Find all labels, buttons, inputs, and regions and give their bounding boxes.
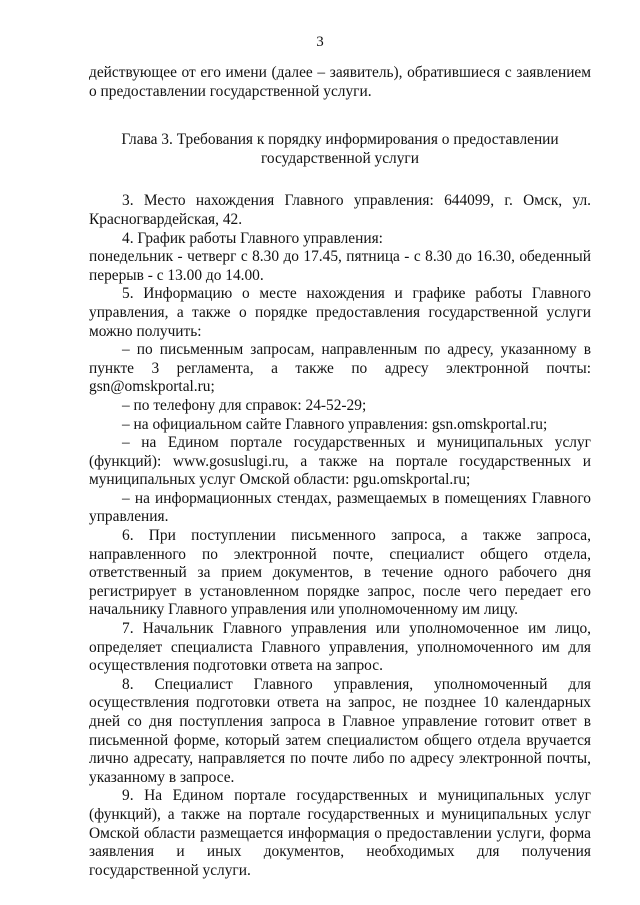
paragraph-4-schedule-title: 4. График работы Главного управления: bbox=[122, 229, 383, 247]
paragraph-9-portal-info: 9. На Едином портале государственных и муниципальных услуг (функций), а также на портале государственных и муниципальных услуг Омской области размещается информация о предоставлении услуги, форма заявления и иных документов, необходимых для получения государственной услуги. bbox=[89, 787, 591, 879]
paragraph-5-info-sources: 5. Информацию о месте нахождения и графике работы Главного управления, а также о порядке предоставления государственной услуги можно получить: bbox=[89, 285, 591, 340]
chapter-heading: Глава 3. Требования к порядку информирования о предоставлении государственной услуги bbox=[121, 131, 559, 167]
paragraph-4-schedule-hours: понедельник - четверг с 8.30 до 17.45, пятница - с 8.30 до 16.30, обеденный перерыв - с 13.00 до 14.00. bbox=[89, 248, 591, 284]
paragraph-7-assignment: 7. Начальник Главного управления или уполномоченное им лицо, определяет специалиста Главного управления, уполномоченного им для осуществления подготовки ответа на запрос. bbox=[89, 620, 591, 675]
page-number: 3 bbox=[316, 34, 324, 50]
paragraph-3-location: 3. Место нахождения Главного управления: 644099, г. Омск, ул. Красногвардейская, 42. bbox=[89, 192, 591, 228]
list-item-official-site: – на официальном сайте Главного управления: gsn.omskportal.ru; bbox=[122, 415, 548, 433]
paragraph-6-registration: 6. При поступлении письменного запроса, а также запроса, направленного по электронной почте, специалист общего отдела, ответственный за прием документов, в течение одного рабочего дня регистрирует в установленном порядке запрос, после чего передает его начальнику Главного управления или уполномоченному им лицу. bbox=[89, 527, 591, 619]
list-item-written-requests: – по письменным запросам, направленным по адресу, указанному в пункте 3 регламента, а также по адресу электронной почты: gsn@omskportal.ru; bbox=[89, 341, 591, 396]
list-item-info-stands: – на информационных стендах, размещаемых в помещениях Главного управления. bbox=[89, 489, 591, 526]
intro-paragraph: действующее от его имени (далее – заявитель), обратившиеся с заявлением о предоставлении государственной услуги. bbox=[89, 64, 591, 100]
list-item-unified-portal: – на Едином портале государственных и муниципальных услуг (функций): www.gosuslugi.ru, а также на портале государственных и муниципальных услуг Омской области: pgu.omskportal.ru; bbox=[89, 434, 591, 489]
list-item-phone: – по телефону для справок: 24-52-29; bbox=[122, 396, 367, 414]
paragraph-8-response: 8. Специалист Главного управления, уполномоченный для осуществления подготовки ответа на запрос, не позднее 10 календарных дней со дня поступления запроса в Главное управление готовит ответ в письменной форме, который затем специалистом общего отдела вручается лично адресату, направляется по почте либо по адресу электронной почты, указанному в запросе. bbox=[89, 675, 591, 786]
document-body bbox=[89, 64, 591, 880]
